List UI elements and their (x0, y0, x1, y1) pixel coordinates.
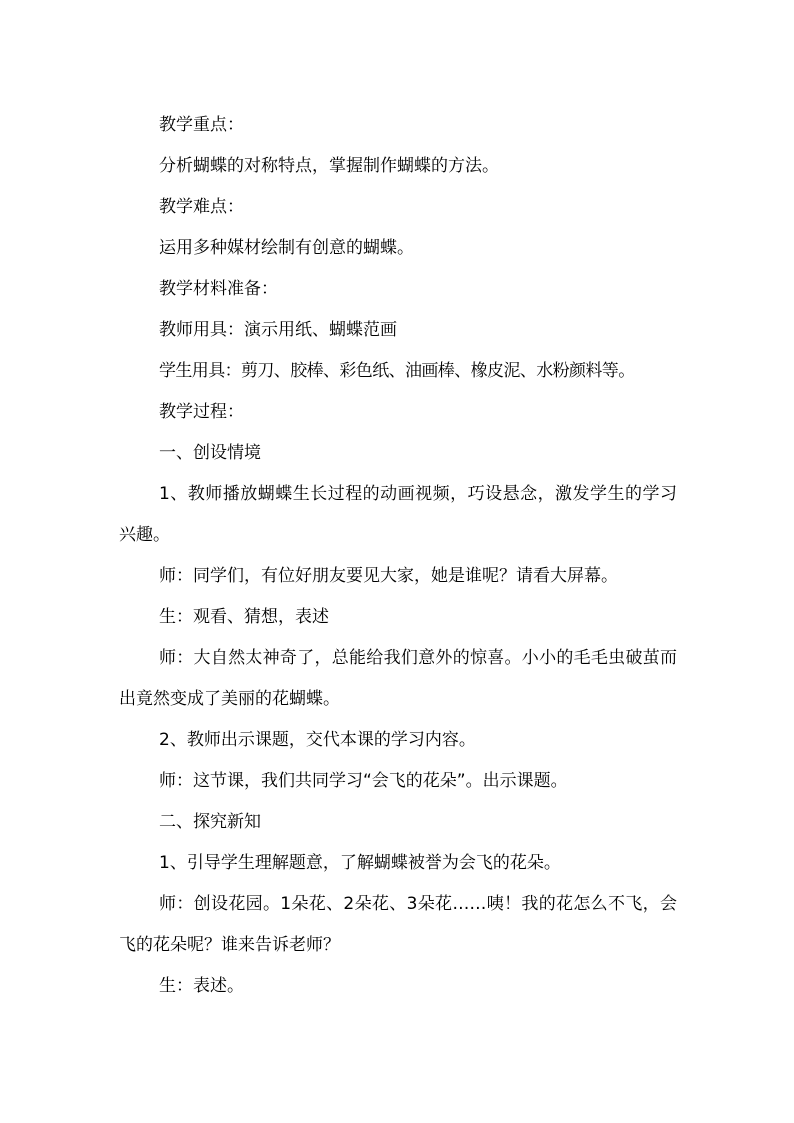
paragraph-difficulty-content: 运用多种媒材绘制有创意的蝴蝶。 (159, 238, 414, 258)
section-heading-2: 二、探究新知 (159, 812, 261, 832)
heading-teaching-process: 教学过程： (159, 402, 244, 422)
heading-teaching-focus: 教学重点： (159, 115, 244, 135)
heading-teaching-difficulty: 教学难点： (159, 197, 244, 217)
document-body (119, 105, 677, 1007)
paragraph-teacher-line-3: 师：这节课，我们共同学习“会飞的花朵”。出示课题。 (159, 771, 568, 791)
paragraph-teacher-line-4: 师：创设花园。1朵花、2朵花、3朵花……咦！我的花怎么不飞，会飞的花朵呢？谁来告诉老师？ (119, 894, 677, 955)
paragraph-step-2: 2、教师出示课题，交代本课的学习内容。 (159, 730, 476, 750)
section-heading-1: 一、创设情境 (159, 443, 261, 463)
paragraph-step-1: 1、教师播放蝴蝶生长过程的动画视频，巧设悬念，激发学生的学习兴趣。 (119, 484, 677, 545)
heading-materials: 教学材料准备： (159, 279, 278, 299)
paragraph-step-1b: 1、引导学生理解题意，了解蝴蝶被誉为会飞的花朵。 (159, 853, 561, 873)
paragraph-student-line-2: 生：表述。 (159, 976, 244, 996)
paragraph-focus-content: 分析蝴蝶的对称特点，掌握制作蝴蝶的方法。 (159, 156, 499, 176)
paragraph-teacher-line-1: 师：同学们，有位好朋友要见大家，她是谁呢？请看大屏幕。 (159, 566, 618, 586)
paragraph-student-line-1: 生：观看、猜想，表述 (159, 607, 329, 627)
paragraph-teacher-tools: 教师用具：演示用纸、蝴蝶范画 (159, 320, 397, 340)
paragraph-student-tools: 学生用具：剪刀、胶棒、彩色纸、油画棒、橡皮泥、水粉颜料等。 (159, 361, 635, 381)
paragraph-teacher-line-2: 师：大自然太神奇了，总能给我们意外的惊喜。小小的毛毛虫破茧而出竟然变成了美丽的花蝴蝶。 (119, 648, 677, 709)
